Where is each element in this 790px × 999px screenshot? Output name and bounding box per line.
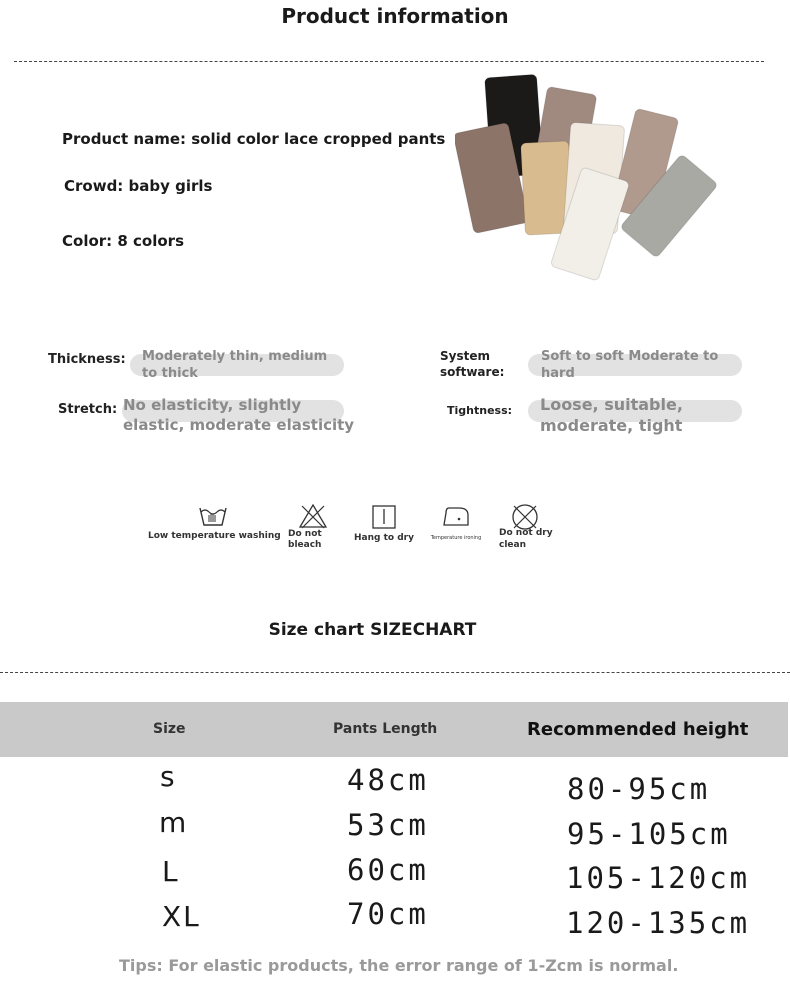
tips-note: Tips: For elastic products, the error range of 1-Zcm is normal.: [119, 956, 679, 975]
height-cell: 105-120cm: [566, 861, 751, 895]
care-no-bleach-label: Do not bleach: [288, 529, 322, 550]
thickness-value: Moderately thin, medium to thick: [142, 349, 328, 381]
wash-icon: [198, 503, 228, 529]
care-no-bleach: [288, 503, 342, 551]
care-ironing: [426, 505, 486, 541]
length-cell: 48cm: [347, 763, 429, 797]
size-chart-divider: [0, 672, 790, 673]
title-divider: [14, 61, 764, 62]
system-value: Soft to soft Moderate to hard: [541, 349, 719, 381]
care-wash-label: Low temperature washing: [148, 531, 281, 541]
size-chart-title: Size chart SIZECHART: [268, 620, 477, 640]
page-title: Product information: [281, 4, 509, 28]
size-cell: s: [160, 760, 177, 793]
height-cell: 80-95cm: [567, 772, 711, 806]
length-cell: 60cm: [347, 853, 429, 887]
header-recommended-height: Recommended height: [527, 719, 749, 740]
care-hang-dry-label: Hang to dry: [354, 533, 414, 543]
care-no-dry-clean-label: Do not dry clean: [499, 528, 553, 550]
height-cell: 95-105cm: [567, 817, 731, 851]
length-cell: 70cm: [347, 897, 429, 931]
hang-dry-icon: [371, 504, 397, 530]
size-cell: XL: [162, 900, 201, 933]
length-cell: 53cm: [347, 808, 429, 842]
product-name: Product name: solid color lace cropped pants: [62, 130, 446, 148]
size-cell: m: [159, 806, 189, 839]
thickness-label: Thickness:: [48, 352, 126, 367]
size-cell: L: [162, 855, 180, 888]
system-label: System software:: [440, 349, 505, 379]
stretch-label: Stretch:: [58, 402, 118, 417]
stretch-value: No elasticity, slightly elastic, moderate elasticity: [123, 396, 355, 434]
tightness-value: Loose, suitable, moderate, tight: [540, 395, 683, 435]
header-size: Size: [153, 721, 186, 737]
care-ironing-label: Temperature ironing: [430, 535, 482, 541]
product-color-count: Color: 8 colors: [62, 232, 185, 250]
tightness-label: Tightness:: [447, 404, 513, 417]
height-cell: 120-135cm: [566, 906, 751, 940]
product-photo: [455, 72, 725, 287]
care-no-dry-clean: [499, 503, 559, 551]
iron-icon: [441, 505, 471, 527]
care-hang-dry: [352, 504, 416, 543]
care-wash: [148, 503, 281, 541]
no-bleach-icon: [298, 503, 328, 529]
product-crowd: Crowd: baby girls: [64, 177, 213, 195]
header-pants-length: Pants Length: [333, 721, 438, 737]
